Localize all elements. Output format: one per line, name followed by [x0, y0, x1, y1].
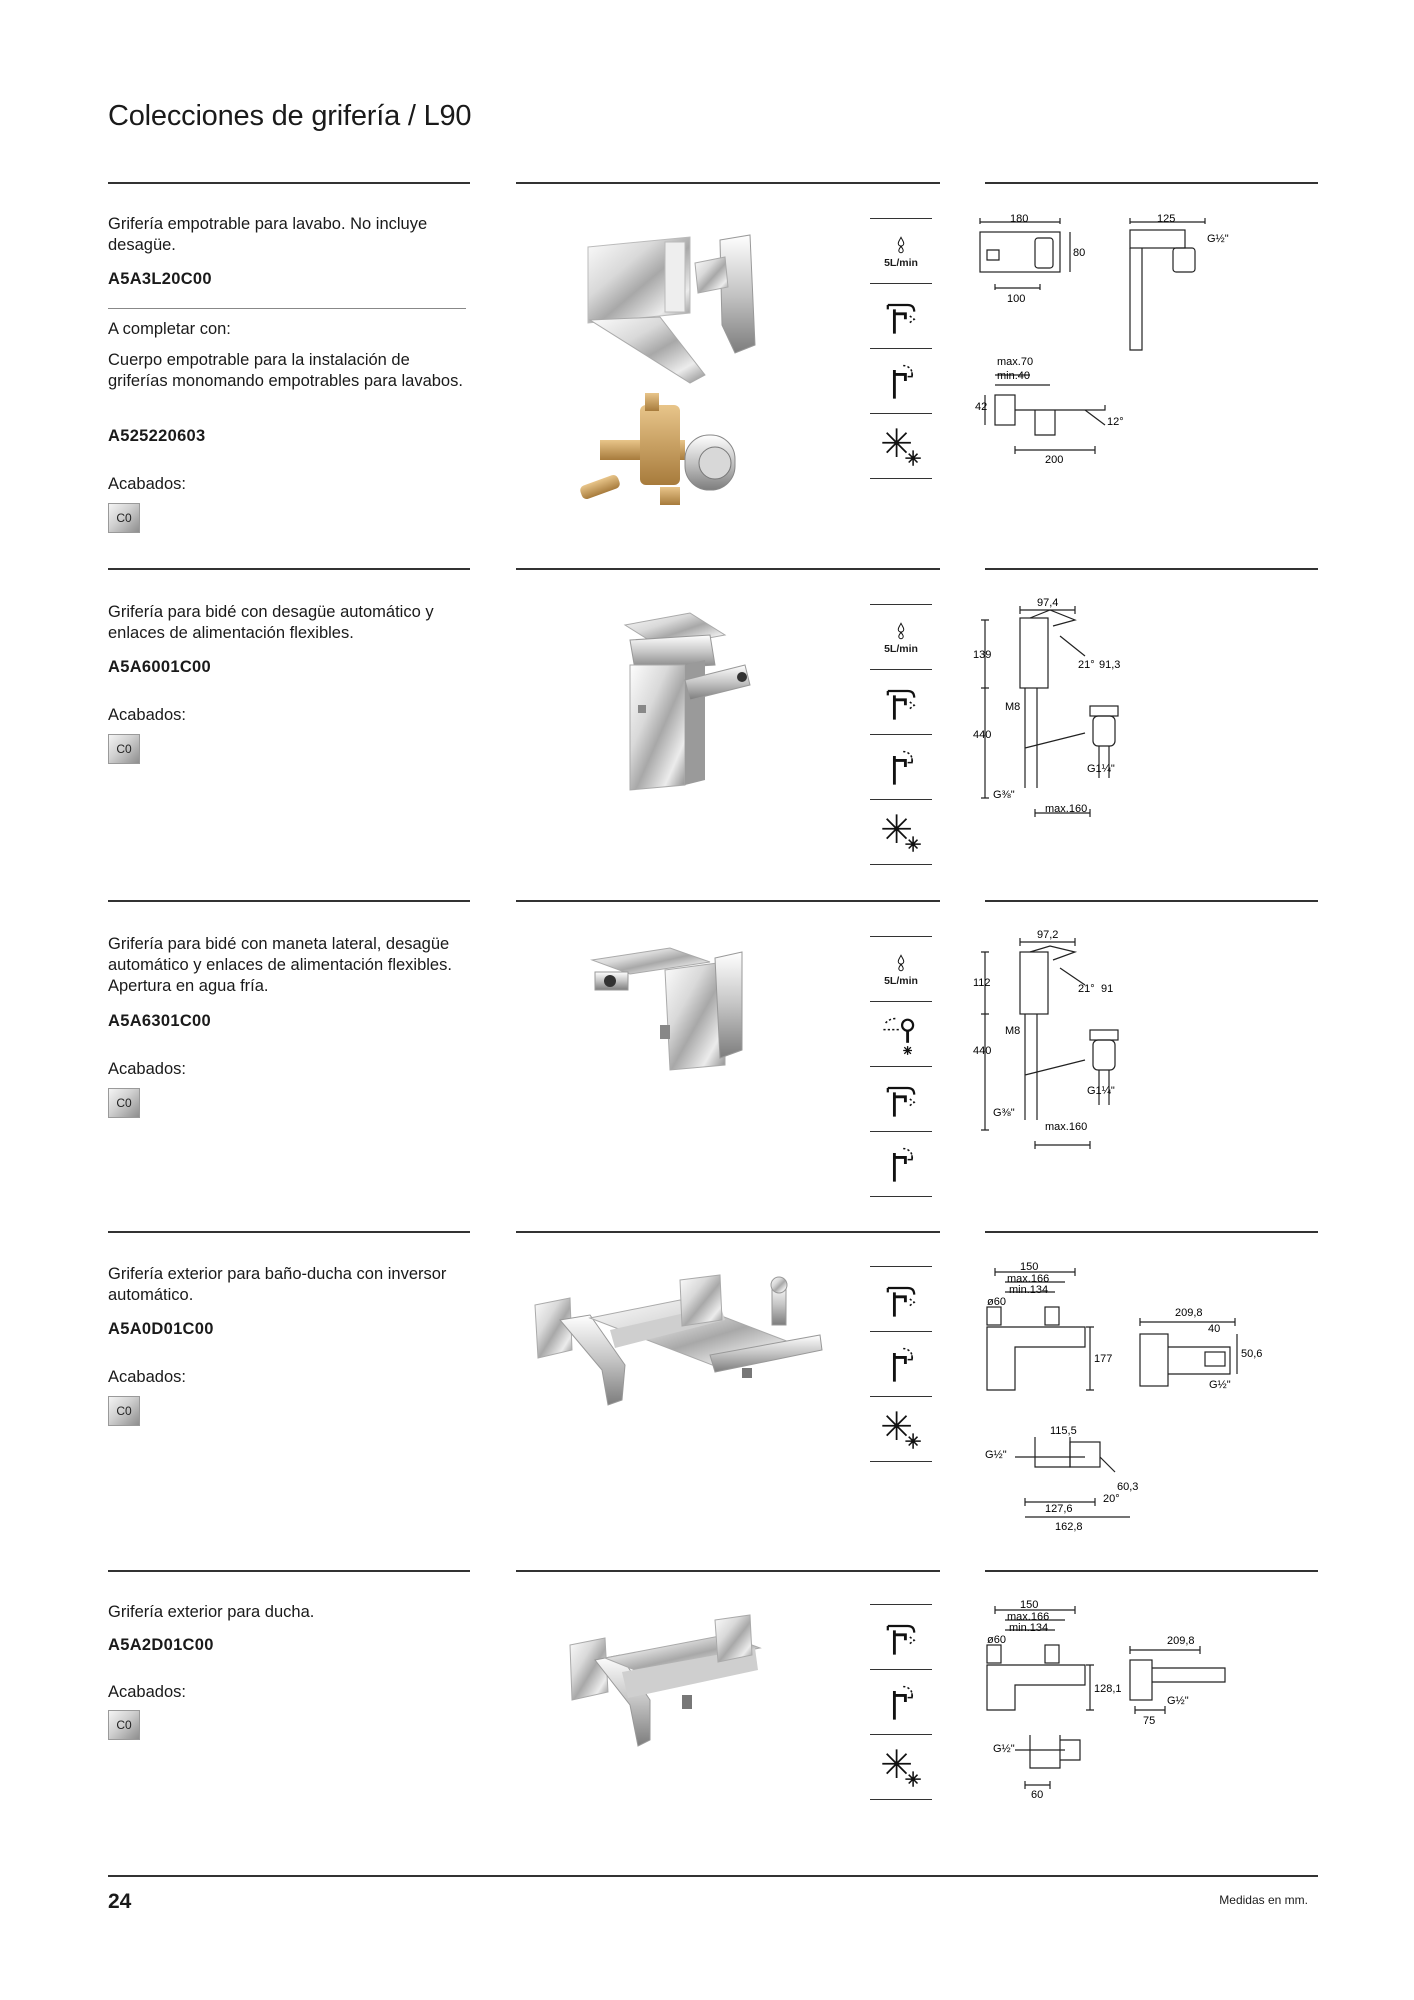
divider: [108, 900, 470, 902]
feature-icons: [870, 604, 932, 865]
dim-label: M8: [1005, 1025, 1021, 1037]
complement-label: A completar con:: [108, 320, 231, 338]
product-code: A5A3L20C00: [108, 270, 212, 288]
dim-label: 42: [975, 401, 988, 413]
product-code: A5A6001C00: [108, 658, 211, 676]
tall-spout-icon: [870, 349, 932, 414]
finishes-label: Acabados:: [108, 1368, 186, 1386]
divider: [985, 1570, 1318, 1572]
dim-label: G½": [1209, 1379, 1231, 1391]
product-description: Grifería empotrable para lavabo. No incluye desagüe.: [108, 215, 428, 254]
tall-spout-icon: [870, 1670, 932, 1735]
dim-label: 209,8: [1175, 1307, 1203, 1319]
dim-label: 75: [1143, 1715, 1156, 1727]
dim-label: 40: [1208, 1323, 1221, 1335]
feature-icons: [870, 1604, 932, 1800]
dim-label: 125: [1157, 213, 1176, 225]
dim-label: M8: [1005, 701, 1021, 713]
dim-label: max.166: [1007, 1273, 1050, 1285]
product-code: A5A2D01C00: [108, 1636, 214, 1654]
finish-swatch: C0: [108, 1396, 140, 1426]
dim-label: 21°: [1078, 983, 1095, 995]
cold-open-icon: [870, 1067, 932, 1132]
sparkle-icon: [870, 1735, 932, 1800]
dim-label: 97,4: [1037, 597, 1059, 609]
dim-label: 91,3: [1099, 659, 1121, 671]
units-note: Medidas en mm.: [1219, 1893, 1308, 1907]
dim-label: G½": [985, 1449, 1007, 1461]
cold-side-lever-icon: [870, 1002, 932, 1067]
product-code: A5A6301C00: [108, 1012, 211, 1030]
dim-label: max.160: [1045, 803, 1088, 815]
product-photo: [510, 930, 845, 1170]
flow-rate-label: 5L/min: [884, 642, 918, 655]
dim-label: 21°: [1078, 659, 1095, 671]
divider: [985, 182, 1318, 184]
divider: [985, 900, 1318, 902]
feature-icons: [870, 936, 932, 1197]
cold-open-icon: [870, 1266, 932, 1332]
divider: [985, 1231, 1318, 1233]
dim-label: 60: [1031, 1789, 1044, 1801]
dim-label: 80: [1073, 247, 1086, 259]
technical-drawing: [975, 1600, 1315, 1800]
divider: [516, 900, 940, 902]
sparkle-icon: [870, 1397, 932, 1462]
divider: [985, 568, 1318, 570]
dim-label: G1¼": [1087, 1085, 1115, 1097]
eco-drop-icon: [870, 218, 932, 284]
dim-label: 50,6: [1241, 1348, 1263, 1360]
dim-label: 60,3: [1117, 1481, 1139, 1493]
dim-label: max.70: [997, 356, 1034, 368]
dim-label: G½": [1207, 233, 1229, 245]
technical-drawing: [975, 1262, 1315, 1537]
flow-rate-label: 5L/min: [884, 974, 918, 987]
tall-spout-icon: [870, 1332, 932, 1397]
divider: [516, 1231, 940, 1233]
finishes-label: Acabados:: [108, 1683, 186, 1701]
technical-drawing: [975, 930, 1315, 1155]
dim-label: 20°: [1103, 1493, 1120, 1505]
sparkle-icon: [870, 800, 932, 865]
dim-label: G⅜": [993, 1107, 1015, 1119]
dim-label: 209,8: [1167, 1635, 1195, 1647]
divider: [108, 308, 466, 309]
finishes-label: Acabados:: [108, 475, 186, 493]
divider: [516, 1570, 940, 1572]
dim-label: 150: [1020, 1261, 1039, 1273]
product-photo: [510, 595, 845, 895]
dim-label: ø60: [987, 1296, 1006, 1308]
divider: [516, 182, 940, 184]
divider: [108, 1231, 470, 1233]
dim-label: 127,6: [1045, 1503, 1073, 1515]
cold-open-icon: [870, 670, 932, 735]
complement-code: A525220603: [108, 427, 206, 445]
eco-drop-icon: [870, 604, 932, 670]
finish-swatch: C0: [108, 1088, 140, 1118]
dim-label: 115,5: [1050, 1425, 1077, 1437]
dim-label: 440: [973, 1045, 992, 1057]
product-code: A5A0D01C00: [108, 1320, 214, 1338]
dim-label: 177: [1094, 1353, 1113, 1365]
dim-label: min.134: [1009, 1622, 1049, 1634]
dim-label: 440: [973, 729, 992, 741]
dim-label: max.166: [1007, 1611, 1050, 1623]
dim-label: ø60: [987, 1634, 1006, 1646]
product-description: Grifería para bidé con desagüe automático y enlaces de alimentación flexibles.: [108, 603, 434, 642]
page-title: Colecciones de grifería / L90: [108, 100, 472, 132]
dim-label: max.160: [1045, 1121, 1088, 1133]
dim-label: G½": [1167, 1695, 1189, 1707]
finish-swatch: C0: [108, 503, 140, 533]
sparkle-icon: [870, 414, 932, 479]
page-number: 24: [108, 1890, 132, 1913]
dim-label: G⅜": [993, 789, 1015, 801]
product-photo: [510, 1600, 845, 1800]
divider: [108, 568, 470, 570]
product-photo: [510, 1260, 845, 1460]
dim-label: G1¼": [1087, 763, 1115, 775]
dim-label: 200: [1045, 454, 1064, 466]
technical-drawing: [975, 598, 1315, 823]
dim-label: min.134: [1009, 1284, 1049, 1296]
tall-spout-icon: [870, 735, 932, 800]
finishes-label: Acabados:: [108, 706, 186, 724]
footer-divider: [108, 1875, 1318, 1877]
technical-drawing: [975, 210, 1315, 470]
dim-label: min.40: [997, 370, 1031, 382]
feature-icons: [870, 218, 932, 479]
eco-drop-icon: [870, 936, 932, 1002]
finishes-label: Acabados:: [108, 1060, 186, 1078]
dim-label: 180: [1010, 213, 1029, 225]
dim-label: 162,8: [1055, 1521, 1083, 1533]
dim-label: 128,1: [1094, 1683, 1122, 1695]
finish-swatch: C0: [108, 1710, 140, 1740]
dim-label: 97,2: [1037, 929, 1059, 941]
dim-label: 139: [973, 649, 992, 661]
cold-open-icon: [870, 1604, 932, 1670]
dim-label: 100: [1007, 293, 1026, 305]
dim-label: 112: [973, 977, 991, 989]
divider: [516, 568, 940, 570]
product-description: Grifería para bidé con maneta lateral, desagüe automático y enlaces de alimentación flexibles. Apertura en agua fría.: [108, 935, 452, 995]
dim-label: G½": [993, 1743, 1015, 1755]
finish-swatch: C0: [108, 734, 140, 764]
complement-description: Cuerpo empotrable para la instalación de griferías monomando empotrables para lavabos.: [108, 351, 463, 390]
product-description: Grifería exterior para ducha.: [108, 1603, 315, 1621]
product-photo: [510, 205, 845, 515]
divider: [108, 1570, 470, 1572]
dim-label: 12°: [1107, 416, 1124, 428]
tall-spout-icon: [870, 1132, 932, 1197]
feature-icons: [870, 1266, 932, 1462]
flow-rate-label: 5L/min: [884, 256, 918, 269]
dim-label: 150: [1020, 1599, 1039, 1611]
product-description: Grifería exterior para baño-ducha con inversor automático.: [108, 1265, 447, 1304]
cold-open-icon: [870, 284, 932, 349]
divider: [108, 182, 470, 184]
dim-label: 91: [1101, 983, 1114, 995]
